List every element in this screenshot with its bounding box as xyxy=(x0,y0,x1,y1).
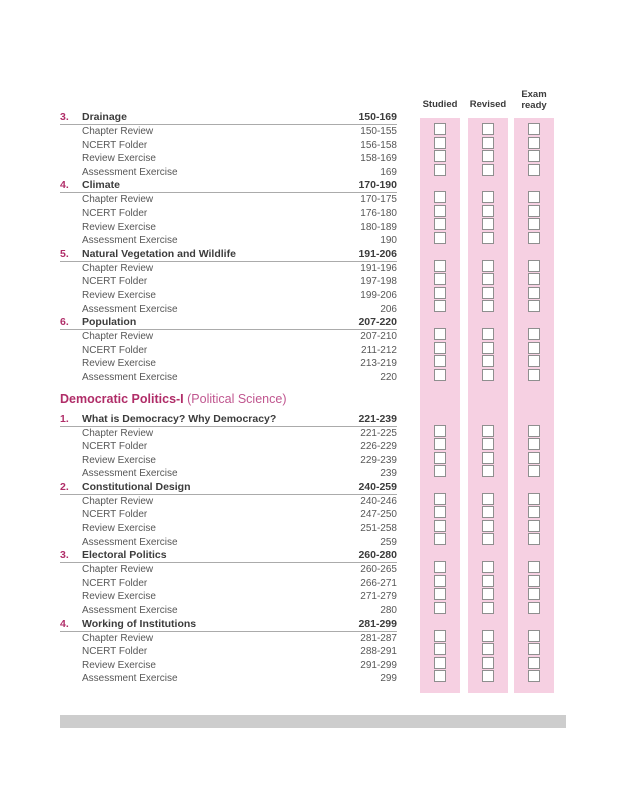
sub-item-page-range: 299 xyxy=(380,673,397,685)
revised-checkbox[interactable] xyxy=(482,273,494,285)
sub-item-label: Chapter Review xyxy=(82,495,154,507)
exam-ready-checkbox[interactable] xyxy=(528,561,540,573)
studied-checkbox[interactable] xyxy=(434,369,446,381)
sub-item-page-range: 156-158 xyxy=(360,139,397,151)
studied-checkbox[interactable] xyxy=(434,561,446,573)
sub-item-label: NCERT Folder xyxy=(82,577,148,589)
chapter-page-range: 207-220 xyxy=(358,316,397,329)
toc-sub-row xyxy=(60,440,397,454)
chapter-page-range: 240-259 xyxy=(358,480,397,493)
revised-checkbox[interactable] xyxy=(482,588,494,600)
chapter-title: Natural Vegetation and Wildlife xyxy=(82,247,236,260)
chapter-page-range: 150-169 xyxy=(358,111,397,123)
sub-item-label: Review Exercise xyxy=(82,289,156,301)
exam-ready-checkbox-stack xyxy=(514,191,554,244)
sub-item-label: Chapter Review xyxy=(82,331,154,343)
studied-checkbox[interactable] xyxy=(434,273,446,285)
revised-checkbox[interactable] xyxy=(482,630,494,642)
sub-item-label: Chapter Review xyxy=(82,262,154,274)
exam-ready-checkbox[interactable] xyxy=(528,137,540,149)
studied-checkbox[interactable] xyxy=(434,287,446,299)
toc-sub-row xyxy=(60,289,397,303)
sub-item-label: Review Exercise xyxy=(82,221,156,233)
toc-sub-row xyxy=(60,577,397,591)
studied-checkbox-stack xyxy=(420,561,460,614)
chapter-header-row xyxy=(60,248,397,262)
revised-checkbox[interactable] xyxy=(482,260,494,272)
sub-item-label: Chapter Review xyxy=(82,427,154,439)
chapter-number: 5. xyxy=(60,247,69,260)
exam-ready-checkbox-stack xyxy=(514,561,554,614)
studied-checkbox[interactable] xyxy=(434,670,446,682)
chapter-header-row xyxy=(60,618,397,632)
studied-checkbox[interactable] xyxy=(434,137,446,149)
revised-checkbox[interactable] xyxy=(482,164,494,176)
exam-ready-checkbox[interactable] xyxy=(528,425,540,437)
revised-checkbox-stack xyxy=(468,561,508,614)
exam-ready-column-label: Exam ready xyxy=(521,89,547,111)
toc-content xyxy=(60,111,566,686)
revised-checkbox[interactable] xyxy=(482,218,494,230)
revised-checkbox-stack xyxy=(468,425,508,478)
sub-item-label: Assessment Exercise xyxy=(82,235,178,247)
sub-item-label: Chapter Review xyxy=(82,194,154,206)
sub-item-page-range: 180-189 xyxy=(360,221,397,233)
exam-ready-checkbox[interactable] xyxy=(528,520,540,532)
studied-column-label: Studied xyxy=(422,99,458,110)
exam-ready-checkbox[interactable] xyxy=(528,533,540,545)
chapter-number: 4. xyxy=(60,617,69,630)
chapter-block xyxy=(60,316,566,384)
revised-checkbox[interactable] xyxy=(482,465,494,477)
exam-ready-checkbox-stack xyxy=(514,328,554,381)
studied-checkbox[interactable] xyxy=(434,150,446,162)
exam-ready-checkbox[interactable] xyxy=(528,205,540,217)
studied-checkbox[interactable] xyxy=(434,425,446,437)
toc-sub-row xyxy=(60,193,397,207)
exam-ready-checkbox[interactable] xyxy=(528,300,540,312)
revised-checkbox[interactable] xyxy=(482,137,494,149)
sub-item-page-range: 260-265 xyxy=(360,564,397,576)
exam-ready-checkbox[interactable] xyxy=(528,150,540,162)
revised-checkbox[interactable] xyxy=(482,342,494,354)
sub-item-label: Chapter Review xyxy=(82,564,154,576)
chapter-block xyxy=(60,179,566,247)
revised-checkbox[interactable] xyxy=(482,300,494,312)
studied-checkbox[interactable] xyxy=(434,602,446,614)
revised-checkbox[interactable] xyxy=(482,643,494,655)
chapter-number: 6. xyxy=(60,316,69,329)
studied-checkbox-stack xyxy=(420,260,460,313)
studied-checkbox[interactable] xyxy=(434,205,446,217)
revised-checkbox[interactable] xyxy=(482,520,494,532)
studied-checkbox[interactable] xyxy=(434,657,446,669)
exam-ready-checkbox[interactable] xyxy=(528,123,540,135)
revised-checkbox-stack xyxy=(468,328,508,381)
exam-ready-checkbox[interactable] xyxy=(528,287,540,299)
chapter-number: 4. xyxy=(60,179,69,192)
sub-item-label: Assessment Exercise xyxy=(82,673,178,685)
chapter-block xyxy=(60,413,566,481)
exam-ready-checkbox[interactable] xyxy=(528,328,540,340)
sub-item-page-range: 239 xyxy=(380,468,397,480)
sub-item-page-range: 190 xyxy=(380,235,397,247)
sub-item-page-range: 176-180 xyxy=(360,207,397,219)
toc-sub-row xyxy=(60,371,397,385)
exam-ready-checkbox[interactable] xyxy=(528,218,540,230)
sub-item-page-range: 220 xyxy=(380,371,397,383)
toc-sub-row xyxy=(60,522,397,536)
studied-checkbox[interactable] xyxy=(434,355,446,367)
sub-item-label: NCERT Folder xyxy=(82,344,148,356)
sub-item-page-range: 291-299 xyxy=(360,659,397,671)
studied-checkbox-stack xyxy=(420,425,460,478)
revised-checkbox[interactable] xyxy=(482,232,494,244)
exam-ready-checkbox[interactable] xyxy=(528,506,540,518)
sub-item-label: Assessment Exercise xyxy=(82,371,178,383)
sub-item-label: Assessment Exercise xyxy=(82,605,178,617)
chapter-number: 3. xyxy=(60,111,69,123)
revised-checkbox[interactable] xyxy=(482,561,494,573)
toc-sub-row xyxy=(60,427,397,441)
chapter-header-row xyxy=(60,111,397,125)
studied-checkbox-stack xyxy=(420,191,460,244)
studied-checkbox-stack xyxy=(420,493,460,546)
revised-checkbox[interactable] xyxy=(482,438,494,450)
exam-ready-checkbox[interactable] xyxy=(528,273,540,285)
revised-checkbox-stack xyxy=(468,493,508,546)
sub-item-label: NCERT Folder xyxy=(82,207,148,219)
chapter-title: Population xyxy=(82,316,137,329)
footer-bar xyxy=(60,715,566,728)
chapter-title: Drainage xyxy=(82,111,127,123)
studied-checkbox[interactable] xyxy=(434,438,446,450)
studied-checkbox-stack xyxy=(420,123,460,176)
toc-sub-row xyxy=(60,303,397,317)
studied-checkbox[interactable] xyxy=(434,533,446,545)
sub-item-page-range: 207-210 xyxy=(360,331,397,343)
chapter-header-row xyxy=(60,549,397,563)
chapter-block xyxy=(60,618,566,686)
studied-checkbox[interactable] xyxy=(434,506,446,518)
sub-item-label: Review Exercise xyxy=(82,659,156,671)
toc-sub-row xyxy=(60,234,397,248)
sub-item-label: Review Exercise xyxy=(82,153,156,165)
sub-item-label: NCERT Folder xyxy=(82,441,148,453)
sub-item-page-range: 199-206 xyxy=(360,289,397,301)
toc-sub-row xyxy=(60,125,397,139)
sub-item-page-range: 281-287 xyxy=(360,632,397,644)
revised-checkbox[interactable] xyxy=(482,452,494,464)
chapter-block xyxy=(60,481,566,549)
studied-checkbox[interactable] xyxy=(434,520,446,532)
studied-checkbox[interactable] xyxy=(434,328,446,340)
exam-ready-checkbox-stack xyxy=(514,260,554,313)
toc-sub-row xyxy=(60,275,397,289)
subject-group-heading xyxy=(60,391,566,407)
sub-item-page-range: 271-279 xyxy=(360,591,397,603)
exam-ready-checkbox[interactable] xyxy=(528,493,540,505)
revised-checkbox[interactable] xyxy=(482,123,494,135)
revised-column-label: Revised xyxy=(469,99,507,110)
toc-sub-row xyxy=(60,166,397,180)
toc-sub-row xyxy=(60,344,397,358)
revised-checkbox[interactable] xyxy=(482,657,494,669)
sub-item-page-range: 259 xyxy=(380,536,397,548)
revised-checkbox[interactable] xyxy=(482,493,494,505)
studied-checkbox[interactable] xyxy=(434,232,446,244)
sub-item-label: Assessment Exercise xyxy=(82,166,178,178)
sub-item-label: NCERT Folder xyxy=(82,276,148,288)
toc-sub-row xyxy=(60,672,397,686)
studied-checkbox[interactable] xyxy=(434,342,446,354)
studied-checkbox-stack xyxy=(420,630,460,683)
revised-checkbox[interactable] xyxy=(482,150,494,162)
toc-sub-row xyxy=(60,604,397,618)
exam-ready-checkbox[interactable] xyxy=(528,575,540,587)
sub-item-label: Chapter Review xyxy=(82,632,154,644)
revised-checkbox[interactable] xyxy=(482,191,494,203)
toc-sub-row xyxy=(60,590,397,604)
toc-sub-row xyxy=(60,262,397,276)
subject-group-subtitle: (Political Science) xyxy=(187,391,287,406)
exam-ready-checkbox[interactable] xyxy=(528,465,540,477)
studied-checkbox[interactable] xyxy=(434,164,446,176)
exam-ready-checkbox-stack xyxy=(514,493,554,546)
exam-ready-checkbox[interactable] xyxy=(528,670,540,682)
exam-ready-checkbox[interactable] xyxy=(528,191,540,203)
chapter-title: Electoral Politics xyxy=(82,549,167,562)
toc-sub-row xyxy=(60,139,397,153)
exam-ready-checkbox-stack xyxy=(514,425,554,478)
toc-sub-row xyxy=(60,467,397,481)
sub-item-page-range: 150-155 xyxy=(360,126,397,137)
sub-item-page-range: 191-196 xyxy=(360,262,397,274)
sub-item-label: Review Exercise xyxy=(82,358,156,370)
studied-checkbox[interactable] xyxy=(434,643,446,655)
sub-item-page-range: 226-229 xyxy=(360,441,397,453)
exam-ready-checkbox[interactable] xyxy=(528,342,540,354)
exam-ready-checkbox[interactable] xyxy=(528,630,540,642)
sub-item-page-range: 169 xyxy=(380,166,397,178)
toc-sub-row xyxy=(60,221,397,235)
exam-ready-checkbox[interactable] xyxy=(528,588,540,600)
sub-item-page-range: 229-239 xyxy=(360,454,397,466)
sub-item-label: NCERT Folder xyxy=(82,646,148,658)
toc-sub-row xyxy=(60,508,397,522)
sub-item-label: Assessment Exercise xyxy=(82,468,178,480)
studied-checkbox[interactable] xyxy=(434,588,446,600)
sub-item-label: Chapter Review xyxy=(82,126,154,137)
sub-item-label: Assessment Exercise xyxy=(82,536,178,548)
sub-item-label: Review Exercise xyxy=(82,591,156,603)
exam-ready-checkbox[interactable] xyxy=(528,355,540,367)
chapter-page-range: 170-190 xyxy=(358,179,397,192)
sub-item-page-range: 288-291 xyxy=(360,646,397,658)
studied-checkbox[interactable] xyxy=(434,452,446,464)
chapter-title: Working of Institutions xyxy=(82,617,197,630)
exam-ready-checkbox-stack xyxy=(514,123,554,176)
toc-sub-row xyxy=(60,152,397,166)
sub-item-page-range: 211-212 xyxy=(361,344,397,356)
sub-item-page-range: 280 xyxy=(380,605,397,617)
revised-checkbox-stack xyxy=(468,123,508,176)
studied-checkbox[interactable] xyxy=(434,465,446,477)
sub-item-page-range: 266-271 xyxy=(360,577,397,589)
exam-ready-checkbox[interactable] xyxy=(528,232,540,244)
sub-item-page-range: 221-225 xyxy=(360,427,397,439)
sub-item-label: NCERT Folder xyxy=(82,509,148,521)
chapter-title: Constitutional Design xyxy=(82,480,191,493)
revised-checkbox[interactable] xyxy=(482,575,494,587)
revised-checkbox[interactable] xyxy=(482,602,494,614)
studied-checkbox[interactable] xyxy=(434,575,446,587)
exam-ready-checkbox[interactable] xyxy=(528,657,540,669)
toc-sub-row xyxy=(60,645,397,659)
exam-ready-checkbox[interactable] xyxy=(528,260,540,272)
sub-item-page-range: 158-169 xyxy=(360,153,397,165)
studied-checkbox-stack xyxy=(420,328,460,381)
studied-checkbox[interactable] xyxy=(434,630,446,642)
studied-checkbox[interactable] xyxy=(434,191,446,203)
revised-checkbox[interactable] xyxy=(482,205,494,217)
revised-checkbox[interactable] xyxy=(482,287,494,299)
studied-checkbox[interactable] xyxy=(434,123,446,135)
exam-ready-checkbox[interactable] xyxy=(528,438,540,450)
subject-group-title: Democratic Politics-I xyxy=(60,391,184,406)
toc-sub-row xyxy=(60,536,397,550)
studied-checkbox[interactable] xyxy=(434,260,446,272)
revised-checkbox[interactable] xyxy=(482,425,494,437)
sub-item-page-range: 247-250 xyxy=(360,509,397,521)
chapter-block xyxy=(60,248,566,316)
sub-item-label: NCERT Folder xyxy=(82,139,148,151)
sub-item-page-range: 213-219 xyxy=(360,358,397,370)
sub-item-page-range: 197-198 xyxy=(360,276,397,288)
toc-sub-row xyxy=(60,207,397,221)
toc-sub-row xyxy=(60,659,397,673)
chapter-header-row xyxy=(60,413,397,427)
chapter-number: 1. xyxy=(60,412,69,425)
revised-checkbox[interactable] xyxy=(482,506,494,518)
toc-sub-row xyxy=(60,357,397,371)
chapter-page-range: 191-206 xyxy=(358,247,397,260)
sub-item-page-range: 206 xyxy=(380,303,397,315)
chapter-number: 3. xyxy=(60,549,69,562)
toc-sub-row xyxy=(60,454,397,468)
revised-checkbox[interactable] xyxy=(482,328,494,340)
exam-ready-checkbox-stack xyxy=(514,630,554,683)
toc-sub-row xyxy=(60,330,397,344)
chapter-header-row xyxy=(60,179,397,193)
exam-ready-checkbox[interactable] xyxy=(528,643,540,655)
chapter-page-range: 260-280 xyxy=(358,549,397,562)
sub-item-page-range: 240-246 xyxy=(360,495,397,507)
toc-sub-row xyxy=(60,563,397,577)
toc-sub-row xyxy=(60,495,397,509)
chapter-title: What is Democracy? Why Democracy? xyxy=(82,412,277,425)
studied-checkbox[interactable] xyxy=(434,218,446,230)
sub-item-page-range: 170-175 xyxy=(360,194,397,206)
studied-checkbox[interactable] xyxy=(434,493,446,505)
revised-checkbox-stack xyxy=(468,260,508,313)
revised-checkbox[interactable] xyxy=(482,670,494,682)
sub-item-label: Assessment Exercise xyxy=(82,303,178,315)
revised-checkbox-stack xyxy=(468,630,508,683)
chapter-block xyxy=(60,549,566,617)
sub-item-page-range: 251-258 xyxy=(360,523,397,535)
toc-sub-row xyxy=(60,632,397,646)
chapter-header-row xyxy=(60,316,397,330)
revised-checkbox[interactable] xyxy=(482,355,494,367)
sub-item-label: Review Exercise xyxy=(82,523,156,535)
exam-ready-checkbox[interactable] xyxy=(528,369,540,381)
revised-checkbox[interactable] xyxy=(482,533,494,545)
revised-checkbox-stack xyxy=(468,191,508,244)
chapter-title: Climate xyxy=(82,179,120,192)
chapter-header-row xyxy=(60,481,397,495)
exam-ready-checkbox[interactable] xyxy=(528,602,540,614)
chapter-number: 2. xyxy=(60,480,69,493)
sub-item-label: Review Exercise xyxy=(82,454,156,466)
exam-ready-checkbox[interactable] xyxy=(528,452,540,464)
revised-checkbox[interactable] xyxy=(482,369,494,381)
chapter-page-range: 221-239 xyxy=(358,412,397,425)
exam-ready-checkbox[interactable] xyxy=(528,164,540,176)
studied-checkbox[interactable] xyxy=(434,300,446,312)
chapter-page-range: 281-299 xyxy=(358,617,397,630)
chapter-block xyxy=(60,111,566,179)
